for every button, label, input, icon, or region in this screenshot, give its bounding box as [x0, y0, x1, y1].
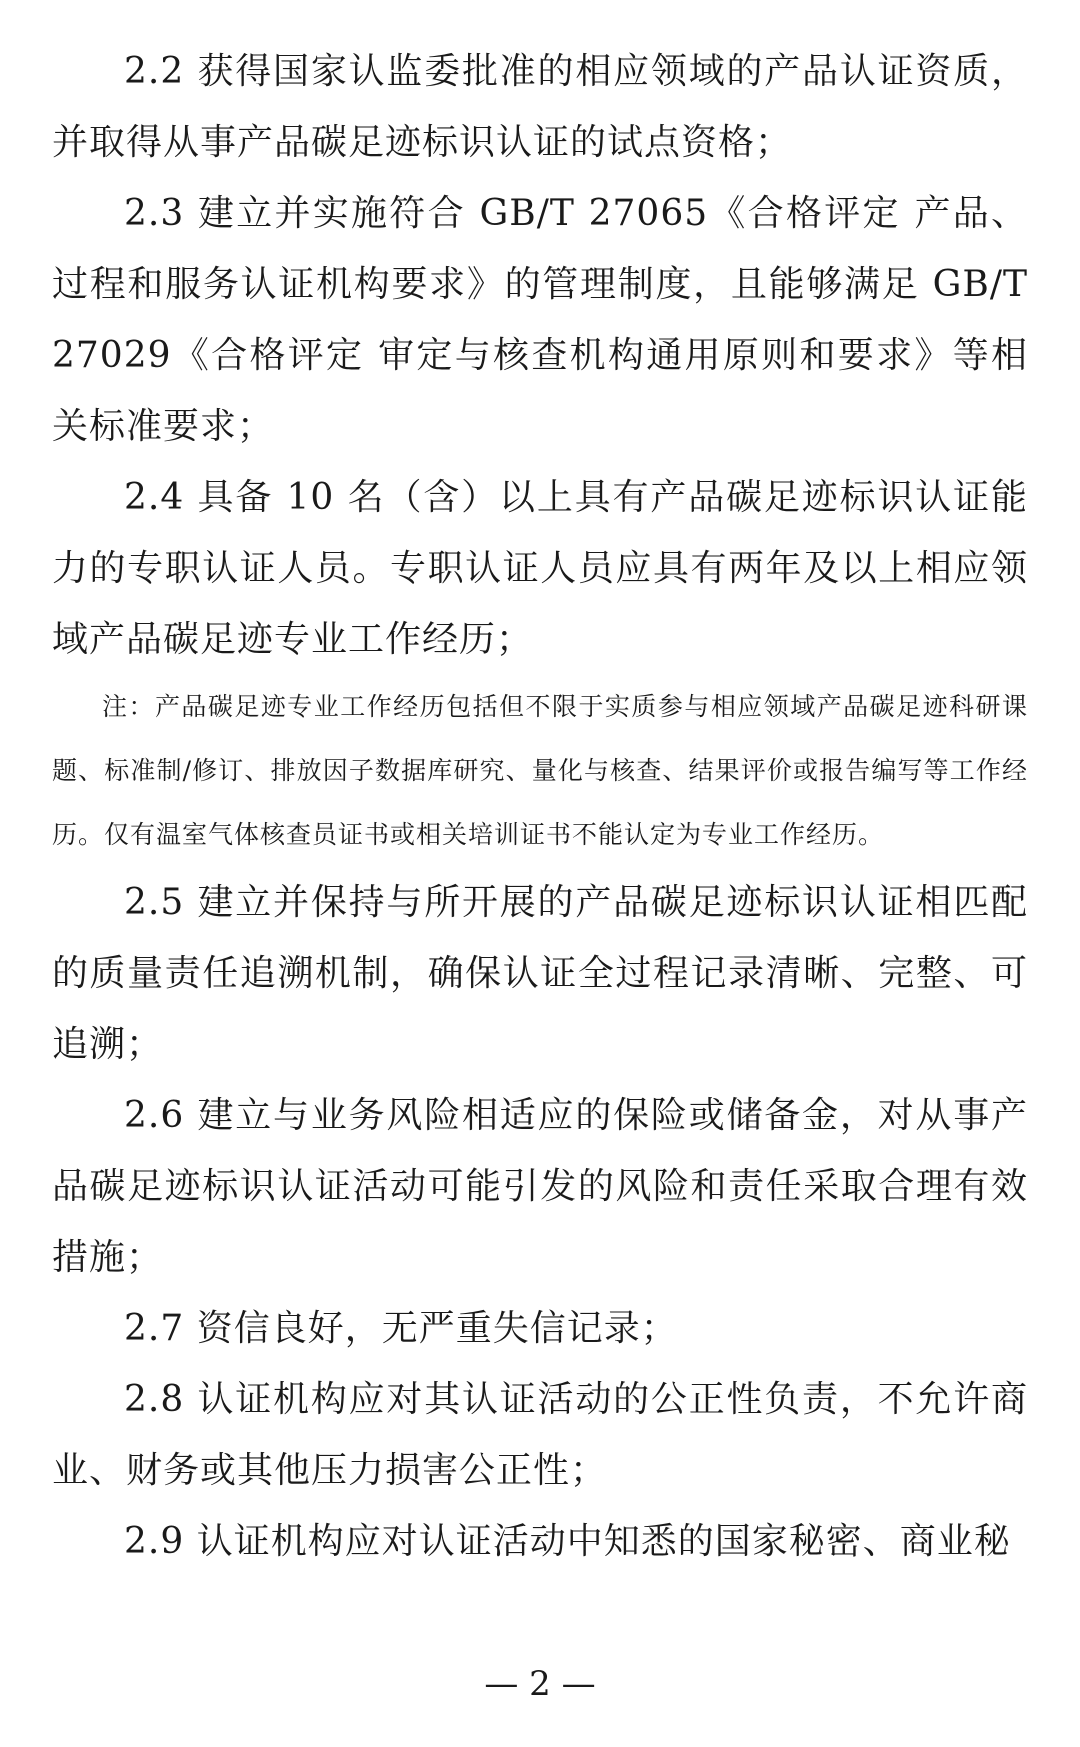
paragraph-2-6: 2.6 建立与业务风险相适应的保险或储备金，对从事产品碳足迹标识认证活动可能引发的风险和责任采取合理有效措施；: [52, 1095, 1028, 1278]
page-number: — 2 —: [484, 1664, 596, 1704]
paragraph-2-2: 2.2 获得国家认监委批准的相应领域的产品认证资质，并取得从事产品碳足迹标识认证的试点资格；: [52, 51, 1028, 163]
note-paragraph: 注：产品碳足迹专业工作经历包括但不限于实质参与相应领域产品碳足迹科研课题、标准制/修订、排放因子数据库研究、量化与核查、结果评价或报告编写等工作经历。仅有温室气体核查员证书或相关培训证书不能认定为专业工作经历。: [52, 692, 1028, 849]
document-body: [52, 36, 1028, 1577]
paragraph-2-7: 2.7 资信良好，无严重失信记录；: [124, 1308, 678, 1349]
paragraph-2-5: 2.5 建立并保持与所开展的产品碳足迹标识认证相匹配的质量责任追溯机制，确保认证全过程记录清晰、完整、可追溯；: [52, 882, 1028, 1065]
paragraph-2-3: 2.3 建立并实施符合 GB/T 27065《合格评定 产品、过程和服务认证机构要求》的管理制度，且能够满足 GB/T 27029《合格评定 审定与核查机构通用原则和要求》等相关标准要求；: [52, 193, 1028, 447]
paragraph-2-8: 2.8 认证机构应对其认证活动的公正性负责，不允许商业、财务或其他压力损害公正性；: [52, 1379, 1028, 1491]
paragraph-2-4: 2.4 具备 10 名（含）以上具有产品碳足迹标识认证能力的专职认证人员。专职认证人员应具有两年及以上相应领域产品碳足迹专业工作经历；: [52, 477, 1028, 660]
paragraph-2-9: 2.9 认证机构应对认证活动中知悉的国家秘密、商业秘: [124, 1521, 1011, 1562]
